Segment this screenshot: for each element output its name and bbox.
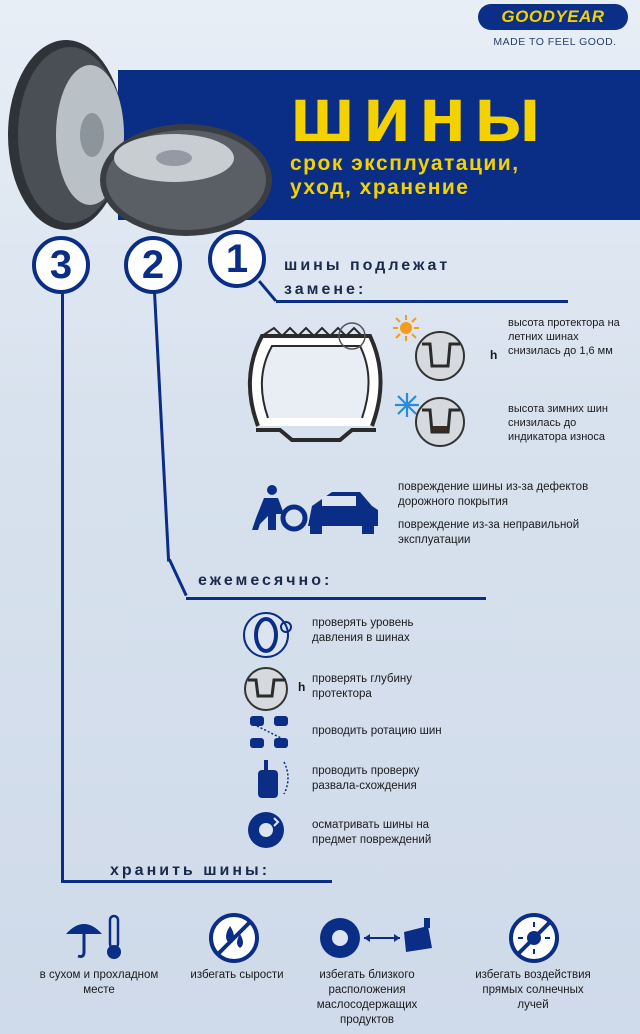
summer-tread-text: высота протектора на летних шинах снизилась до 1,6 мм [508,317,620,357]
number-1-badge: 1 [208,230,266,288]
number-2-badge: 2 [124,236,182,294]
damage-text-2: повреждение из-за неправильной эксплуатации [398,519,580,546]
tread-winter-icon [414,396,470,448]
no-moisture-icon [208,912,260,964]
goodyear-logo: GOODYEAR [478,4,628,30]
storage-caption-2: избегать сырости [190,969,284,981]
monthly-item-1: проверять уровень давления в шинах [312,617,414,644]
tire-crosssection-diagram [240,318,390,443]
storage-caption-1: в сухом и прохладном месте [39,969,159,996]
section-1-title-line-1: шины подлежат [284,257,451,274]
section-1-title [284,254,450,302]
winter-tread-text: высота зимних шин снизилась до индикатора износа [508,403,608,443]
monthly-item-3: проводить ротацию шин [312,725,442,737]
connector-3-horizontal [61,880,101,883]
tires-illustration [4,40,274,240]
section-3-title: хранить шины: [110,862,271,879]
section-1-title-line-2: замене: [284,281,367,298]
number-3-badge: 3 [32,236,90,294]
monthly-item-4: проводить проверку развала-схождения [312,765,420,792]
connector-3-underline [98,880,332,883]
alignment-icon [244,756,294,800]
umbrella-thermometer-icon [64,912,126,962]
subtitle-line-1: срок эксплуатации, [290,152,520,175]
tread-depth-icon [242,666,296,712]
section-2-title: ежемесячно: [198,572,333,589]
page-subtitle [290,152,520,200]
h-label-monthly: h [298,680,306,694]
storage-caption-3: избегать близкого расположения маслосодержащих продуктов [316,969,418,1026]
damage-text-1: повреждение шины из-за дефектов дорожного покрытия [398,481,589,508]
tagline: MADE TO FEEL GOOD. [493,36,617,48]
no-sun-icon [508,912,560,964]
mechanic-car-icon [250,484,382,536]
tire-oil-icon [320,914,440,962]
tread-summer-icon [414,330,470,382]
page-title: шины [290,70,549,158]
connector-2-underline [186,597,486,600]
monthly-item-2: проверять глубину протектора [312,673,412,700]
connector-3-vertical [61,292,64,882]
tire-pressure-icon [242,610,296,660]
storage-caption-4: избегать воздействия прямых солнечных лучей [475,969,591,1011]
subtitle-line-2: уход, хранение [290,176,470,199]
monthly-item-5: осматривать шины на предмет повреждений [312,819,432,846]
rotation-icon [244,712,294,752]
h-label-summer: h [490,348,498,362]
inspect-tire-icon [244,810,288,850]
